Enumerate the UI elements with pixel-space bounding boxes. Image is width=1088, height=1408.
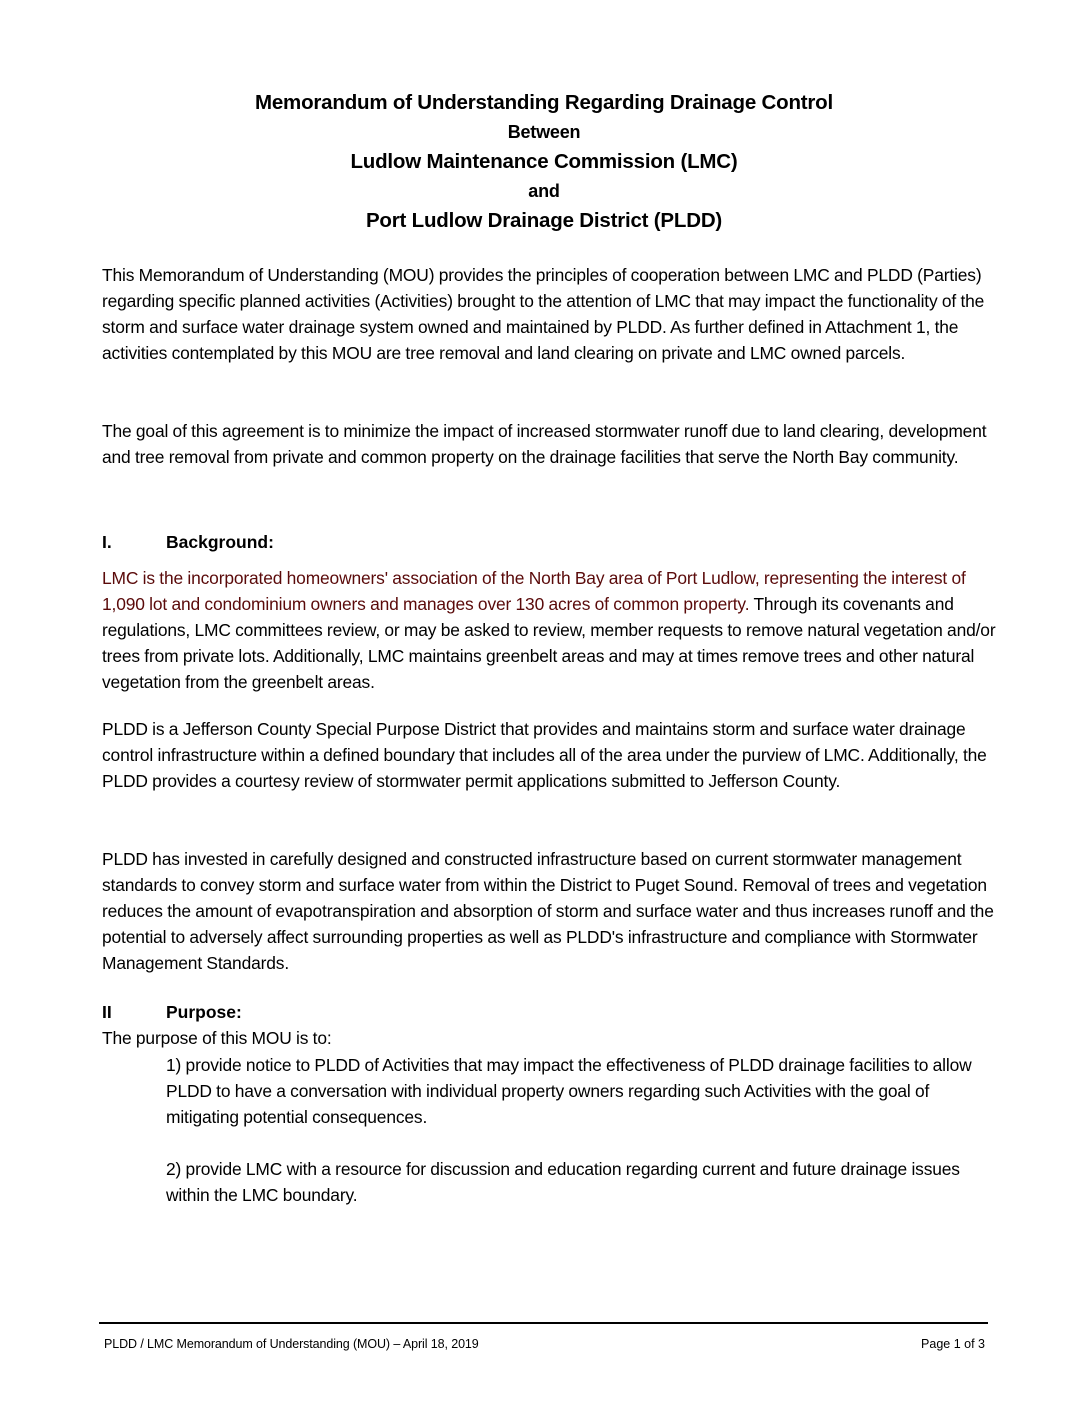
purpose-item-2: 2) provide LMC with a resource for discussion and education regarding current and future drainage issues within the LMC boundary. [166, 1159, 960, 1205]
background-lmc-paragraph [102, 565, 1002, 695]
purpose-item-1: 1) provide notice to PLDD of Activities that may impact the effectiveness of PLDD drainage facilities to allow PLDD to have a conversation with individual property owners regarding such Activities with the goal of mitigating potential consequences. [166, 1055, 972, 1127]
section-heading-background [102, 530, 274, 554]
title-main: Memorandum of Understanding Regarding Drainage Control [254, 91, 834, 114]
background-pldd-paragraph: PLDD is a Jefferson County Special Purpose District that provides and maintains storm and surface water drainage control infrastructure within a defined boundary that includes all of the area under the purview of LMC. Additionally, the PLDD provides a courtesy review of stormwater permit applications submitted to Jefferson County. [102, 719, 987, 791]
footer-divider [99, 1322, 988, 1324]
footer-document-label: PLDD / LMC Memorandum of Understanding (MOU) – April 18, 2019 [104, 1337, 479, 1351]
section-title: Purpose: [166, 1002, 242, 1022]
document-title-block [0, 88, 1088, 236]
title-party-lmc: Ludlow Maintenance Commission (LMC) [350, 150, 738, 173]
highlighted-text: LMC is the incorporated homeowners' association of the North Bay area of Port Ludlow, representing the interest of 1,090 lot and condominium owners and manages over 130 acres of common property. [102, 568, 966, 614]
title-and: and [528, 181, 560, 201]
section-heading-purpose [102, 1000, 242, 1024]
paragraph-text: Through its covenants and regulations, LMC committees review, or may be asked to review, member requests to remove natural vegetation and/or trees from private lots. Additionally, LMC maintains greenbelt areas and may at times remove trees and other natural vegetation from the greenbelt areas. [102, 594, 996, 692]
footer-page-number: Page 1 of 3 [921, 1337, 985, 1351]
intro-paragraph: This Memorandum of Understanding (MOU) provides the principles of cooperation between LMC and PLDD (Parties) regarding specific planned activities (Activities) brought to the attention of LMC that may impact the functionality of the storm and surface water drainage system owned and maintained by PLDD. As further defined in Attachment 1, the activities contemplated by this MOU are tree removal and land clearing on private and LMC owned parcels. [102, 265, 985, 363]
title-party-pldd: Port Ludlow Drainage District (PLDD) [365, 209, 723, 232]
purpose-lead: The purpose of this MOU is to: [102, 1028, 332, 1048]
background-infrastructure-paragraph: PLDD has invested in carefully designed and constructed infrastructure based on current stormwater management standards to convey storm and surface water from within the District to Puget Sound. Removal of trees and vegetation reduces the amount of evapotranspiration and absorption of storm and surface water and thus increases runoff and the potential to adversely affect surrounding properties as well as PLDD's infrastructure and compliance with Stormwater Management Standards. [102, 849, 994, 973]
title-between: Between [507, 122, 581, 142]
section-title: Background: [166, 532, 274, 552]
section-number: II [102, 1002, 112, 1022]
section-number: I. [102, 532, 112, 552]
goal-paragraph: The goal of this agreement is to minimize the impact of increased stormwater runoff due to land clearing, development and tree removal from private and common property on the drainage facilities that serve the North Bay community. [102, 421, 987, 467]
